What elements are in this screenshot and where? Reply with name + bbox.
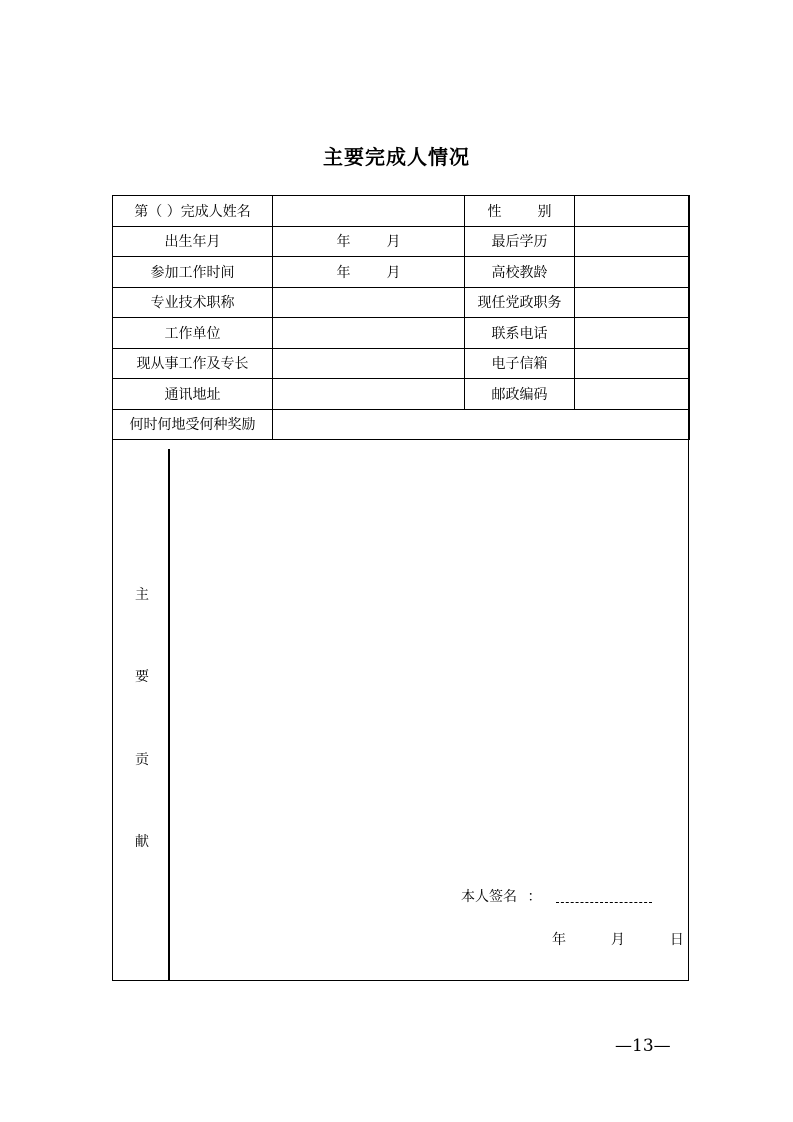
- birth-field[interactable]: 年 月: [273, 226, 465, 257]
- contribution-divider: [168, 449, 170, 981]
- signature-colon: ：: [527, 889, 542, 905]
- email-field[interactable]: [575, 348, 690, 379]
- table-row: [113, 226, 690, 257]
- page-number: —13—: [615, 1036, 671, 1056]
- date-day: 日: [669, 932, 684, 948]
- party-post-field[interactable]: [575, 287, 690, 318]
- employer-field[interactable]: [273, 318, 465, 349]
- education-field[interactable]: [575, 226, 690, 257]
- address-field[interactable]: [273, 379, 465, 410]
- awards-field[interactable]: [273, 409, 690, 440]
- contribution-label-char: 献: [135, 834, 149, 850]
- date-year: 年: [552, 932, 566, 948]
- specialty-field[interactable]: [273, 348, 465, 379]
- name-label: 第（ ）完成人姓名: [113, 196, 273, 227]
- work-start-field[interactable]: 年 月: [273, 257, 465, 288]
- teaching-years-field[interactable]: [575, 257, 690, 288]
- table-row: [113, 196, 690, 227]
- address-label: 通讯地址: [113, 379, 273, 410]
- signature-row: [461, 886, 652, 906]
- contribution-label-char: 要: [135, 669, 149, 685]
- email-label: 电子信箱: [465, 348, 575, 379]
- postcode-field[interactable]: [575, 379, 690, 410]
- birth-label: 出生年月: [113, 226, 273, 257]
- info-table: [112, 195, 690, 440]
- contribution-label-char: 贡: [135, 752, 149, 768]
- page-title: 主要完成人情况: [323, 145, 470, 169]
- signature-label: 本人签名: [461, 889, 517, 905]
- postcode-label: 邮政编码: [465, 379, 575, 410]
- party-post-label: 现任党政职务: [465, 287, 575, 318]
- table-row: [113, 257, 690, 288]
- phone-field[interactable]: [575, 318, 690, 349]
- title-rank-label: 专业技术职称: [113, 287, 273, 318]
- contribution-label-char: 主: [135, 587, 149, 603]
- date-month: 月: [610, 932, 625, 948]
- signature-date: [552, 929, 684, 949]
- awards-label: 何时何地受何种奖励: [113, 409, 273, 440]
- table-row: [113, 318, 690, 349]
- table-row: [113, 409, 690, 440]
- table-row: [113, 379, 690, 410]
- employer-label: 工作单位: [113, 318, 273, 349]
- gender-label: 性 别: [465, 196, 575, 227]
- contribution-section: [112, 449, 689, 981]
- work-start-label: 参加工作时间: [113, 257, 273, 288]
- teaching-years-label: 高校教龄: [465, 257, 575, 288]
- gender-field[interactable]: [575, 196, 690, 227]
- table-row: [113, 287, 690, 318]
- table-row: [113, 348, 690, 379]
- education-label: 最后学历: [465, 226, 575, 257]
- signature-line[interactable]: [556, 892, 652, 903]
- specialty-label: 现从事工作及专长: [113, 348, 273, 379]
- phone-label: 联系电话: [465, 318, 575, 349]
- title-rank-field[interactable]: [273, 287, 465, 318]
- name-field[interactable]: [273, 196, 465, 227]
